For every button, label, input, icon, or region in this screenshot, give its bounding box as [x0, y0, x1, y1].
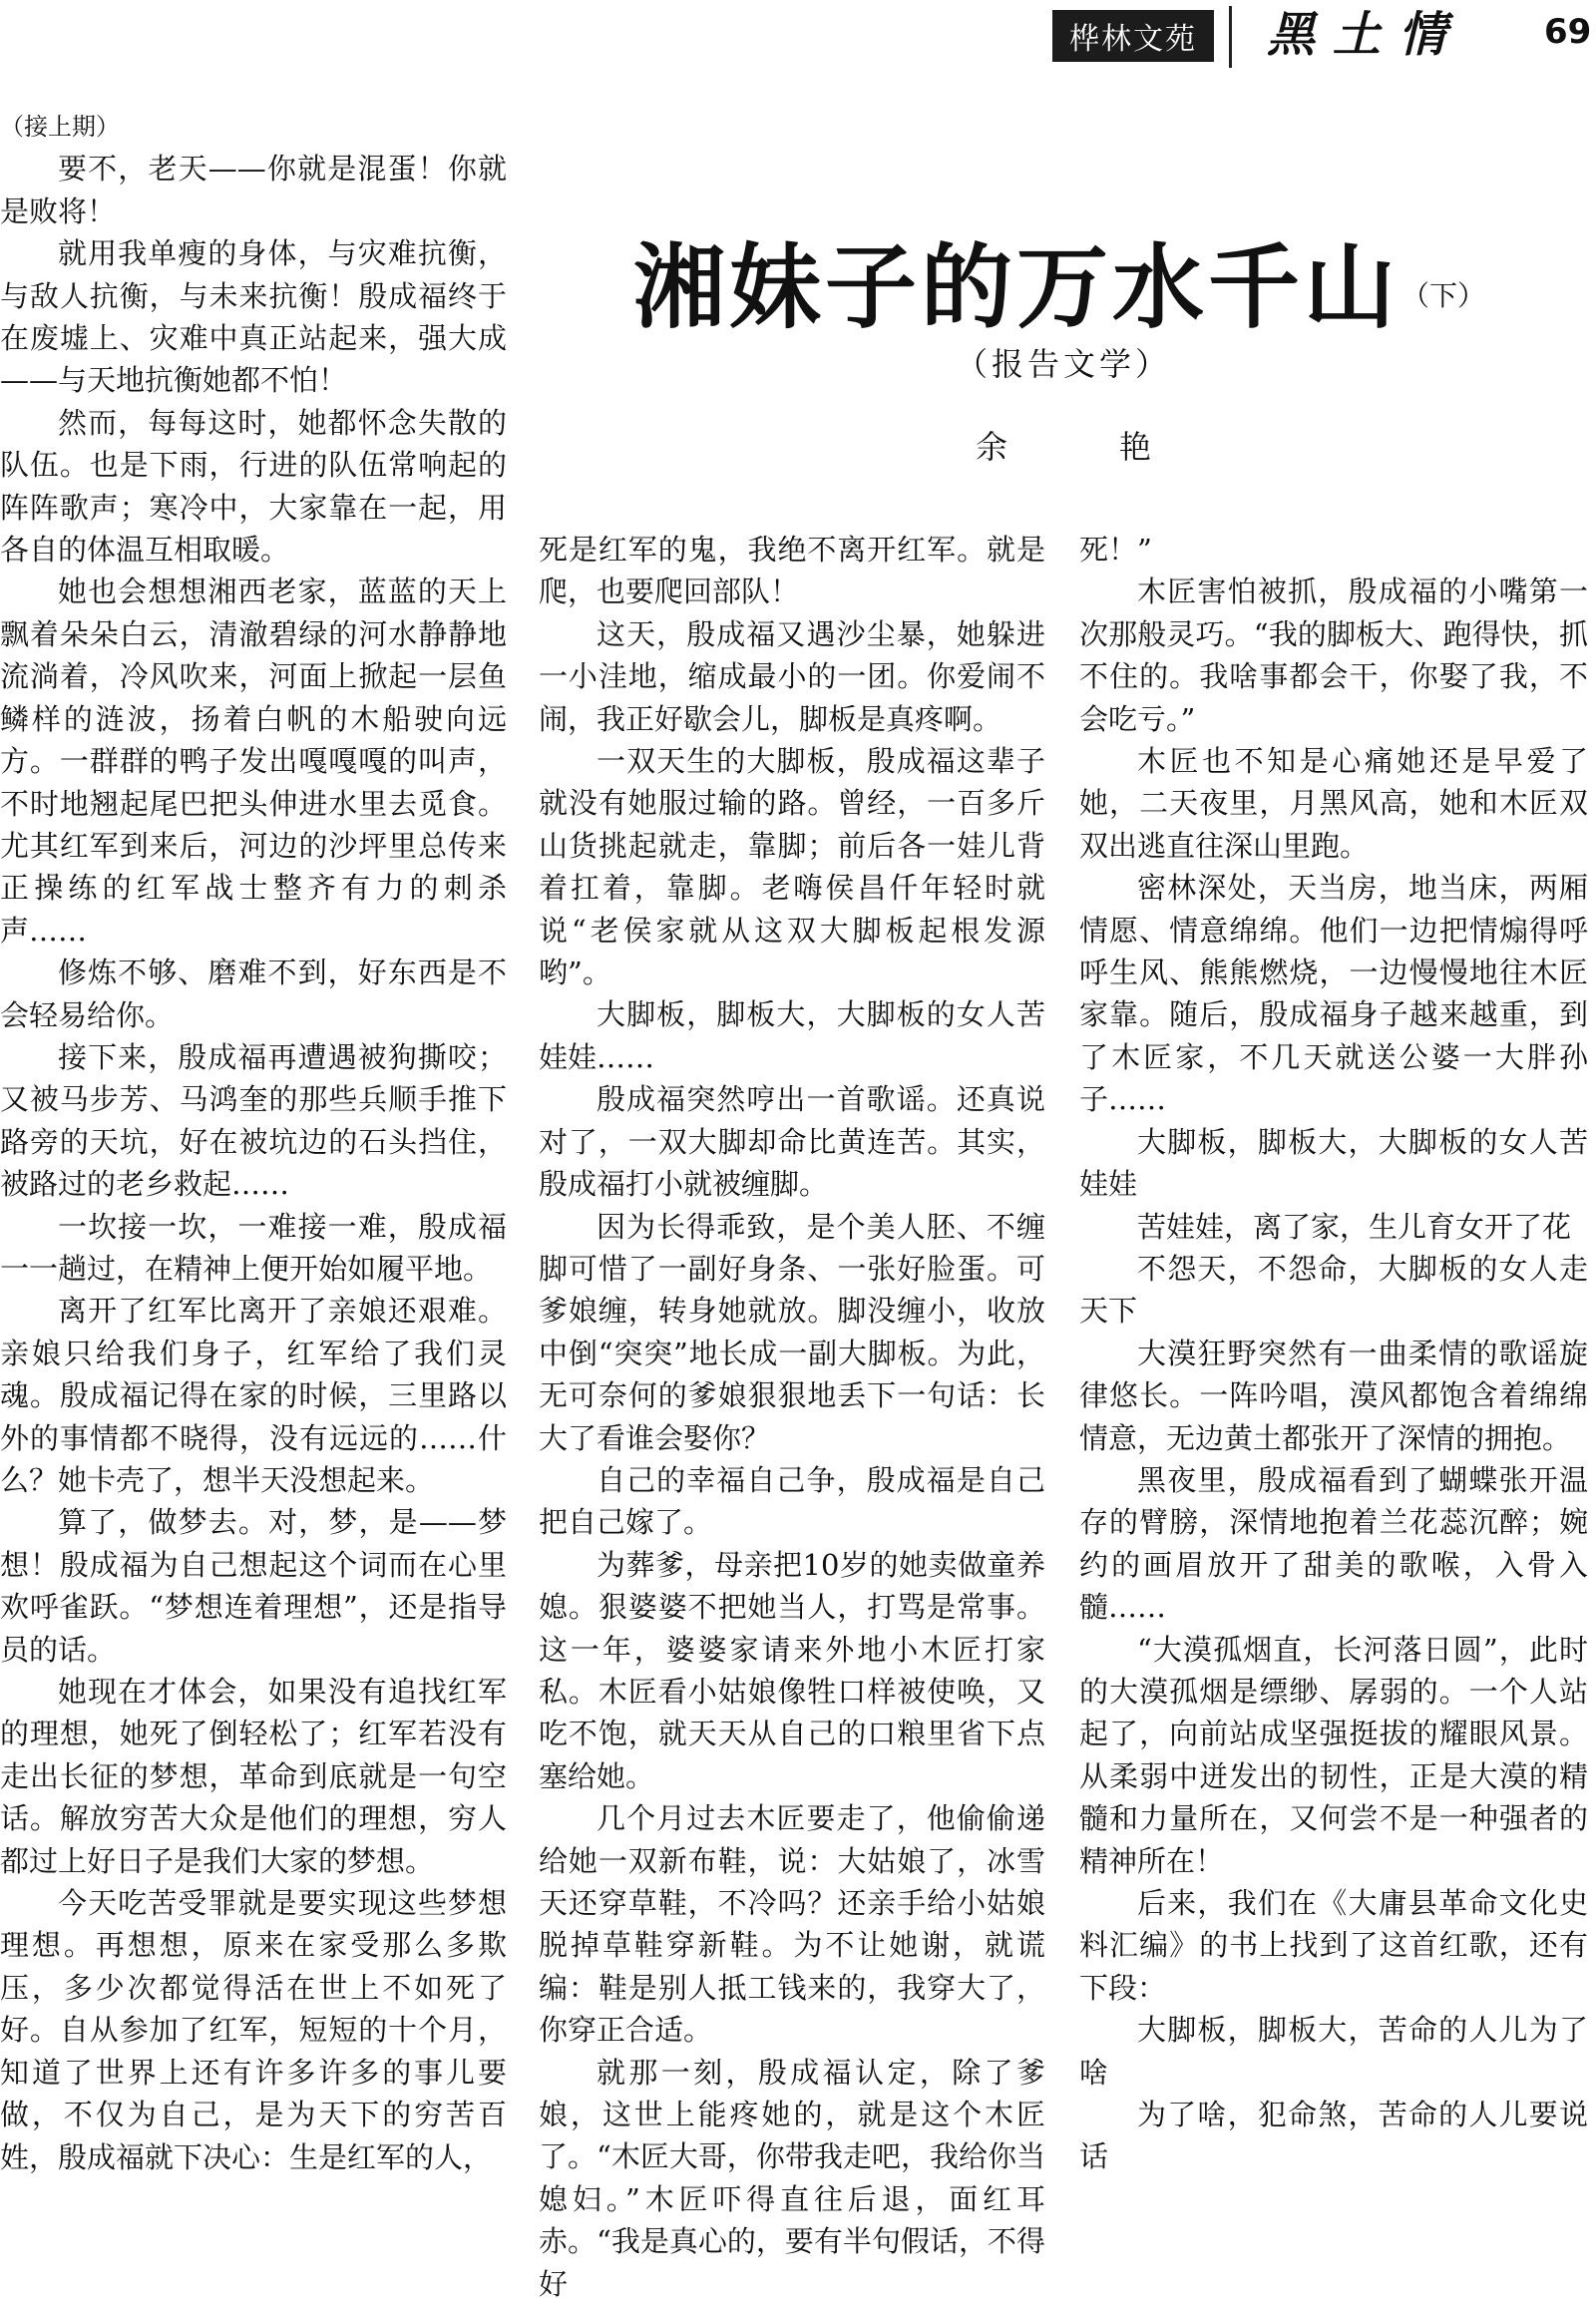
article-subtitle: （报告文学）	[955, 345, 1171, 383]
continued-note: （接上期）	[0, 113, 120, 141]
song-lyric: 大脚板，脚板大，大脚板的女人苦娃娃	[1079, 1124, 1588, 1202]
song-lyric: 为了啥，犯命煞，苦命的人儿要说话	[1079, 2098, 1588, 2174]
paragraph: 自己的幸福自己争，殷成福是自己把自己嫁了。	[539, 1462, 1045, 1540]
paragraph: 死！”	[1079, 533, 1152, 567]
song-lyric: 苦娃娃，离了家，生儿育女开了花	[1137, 1209, 1572, 1244]
paragraph: 后来，我们在《大庸县革命文化史料汇编》的书上找到了这首红歌，还有下段：	[1079, 1886, 1588, 2005]
song-lyric: 大脚板，脚板大，苦命的人儿为了啥	[1079, 2013, 1588, 2090]
text-column-3	[1079, 529, 1588, 2178]
article-title-part: （下）	[1401, 279, 1486, 312]
paragraph: 然而，每每这时，她都怀念失散的队伍。也是下雨，行进的队伍常响起的阵阵歌声；寒冷中，大家靠在一起，用各自的体温互相取暖。	[0, 405, 507, 568]
paragraph: 殷成福突然哼出一首歌谣。还真说对了，一双大脚却命比黄连苦。其实，殷成福打小就被缠脚。	[539, 1082, 1045, 1202]
paragraph: 为葬爹，母亲把10岁的她卖做童养媳。狠婆婆不把她当人，打骂是常事。这一年，婆婆家请来外地小木匠打家私。木匠看小姑娘像牲口样被使唤，又吃不饱，就天天从自己的口粮里省下点塞给她。	[539, 1547, 1045, 1793]
magazine-brand: 黑土情	[1267, 7, 1465, 63]
paragraph: 一双天生的大脚板，殷成福这辈子就没有她服过输的路。曾经，一百多斤山货挑起就走，靠脚；前后各一娃儿背着扛着，靠脚。老嗨侯昌仟年轻时就说“老侯家就从这双大脚板起根发源哟”。	[539, 744, 1045, 990]
paragraph: 因为长得乖致，是个美人胚、不缠脚可惜了一副好身条、一张好脸蛋。可爹娘缠，转身她就放。脚没缠小，收放中倒“突突”地长成一副大脚板。为此，无可奈何的爹娘狠狠地丢下一句话：长大了看谁会娶你？	[539, 1209, 1045, 1455]
paragraph: 要不，老天——你就是混蛋！你就是败将！	[0, 152, 507, 228]
page-number: 69	[1544, 12, 1592, 52]
paragraph: 这天，殷成福又遇沙尘暴，她躲进一小洼地，缩成最小的一团。你爱闹不闹，我正好歇会儿，脚板是真疼啊。	[539, 616, 1045, 736]
paragraph: 密林深处，天当房，地当床，两厢情愿、情意绵绵。他们一边把情煽得呼呼生风、熊熊燃烧，一边慢慢地往木匠家靠。随后，殷成福身子越来越重，到了木匠家，不几天就送公婆一大胖孙子……	[1079, 871, 1588, 1117]
song-lyric: 不怨天，不怨命，大脚板的女人走天下	[1079, 1251, 1588, 1329]
paragraph: 几个月过去木匠要走了，他偷偷递给她一双新布鞋，说：大姑娘了，冰雪天还穿草鞋，不冷吗？还亲手给小姑娘脱掉草鞋穿新鞋。为不让她谢，就谎编：鞋是别人抵工钱来的，我穿大了，你穿正合适。	[539, 1801, 1045, 2048]
paragraph: 死是红军的鬼，我绝不离开红军。就是爬，也要爬回部队！	[539, 533, 1045, 609]
text-column-1	[0, 106, 507, 2178]
paragraph: 大漠狂野突然有一曲柔情的歌谣旋律悠长。一阵吟唱，漠风都饱含着绵绵情意，无边黄土都张开了深情的拥抱。	[1079, 1336, 1588, 1455]
paragraph: 修炼不够、磨难不到，好东西是不会轻易给你。	[0, 956, 507, 1032]
paragraph: 她现在才体会，如果没有追找红军的理想，她死了倒轻松了；红军若没有走出长征的梦想，革命到底就是一句空话。解放穷苦大众是他们的理想，穷人都过上好日子是我们大家的梦想。	[0, 1675, 507, 1878]
paragraph: 黑夜里，殷成福看到了蝴蝶张开温存的臂膀，深情地抱着兰花蕊沉醉；婉约的画眉放开了甜美的歌喉，入骨入髓……	[1079, 1462, 1588, 1625]
paragraph: 就那一刻，殷成福认定，除了爹娘，这世上能疼她的，就是这个木匠了。“木匠大哥，你带我走吧，我给你当媳妇。”木匠吓得直往后退，面红耳赤。“我是真心的，要有半句假话，不得好	[539, 2055, 1045, 2301]
paragraph: 就用我单瘦的身体，与灾难抗衡，与敌人抗衡，与未来抗衡！殷成福终于在废墟上、灾难中真正站起来，强大成——与天地抗衡她都不怕！	[0, 236, 507, 398]
section-badge: 桦林文苑	[1052, 10, 1214, 62]
paragraph: 一坎接一坎，一难接一难，殷成福一一趟过，在精神上便开始如履平地。	[0, 1209, 507, 1286]
text-column-2	[539, 529, 1045, 2305]
paragraph: 离开了红军比离开了亲娘还艰难。亲娘只给我们身子，红军给了我们灵魂。殷成福记得在家的时候，三里路以外的事情都不晓得，没有远远的……什么？她卡壳了，想半天没想起来。	[0, 1294, 507, 1497]
paragraph: 接下来，殷成福再遭遇被狗撕咬；又被马步芳、马鸿奎的那些兵顺手推下路旁的天坑，好在被坑边的石头挡住，被路过的老乡救起……	[0, 1039, 507, 1202]
paragraph: 算了，做梦去。对，梦，是——梦想！殷成福为自己想起这个词而在心里欢呼雀跃。“梦想连着理想”，还是指导员的话。	[0, 1505, 507, 1667]
header-divider	[1229, 6, 1232, 68]
paragraph: 木匠害怕被抓，殷成福的小嘴第一次那般灵巧。“我的脚板大、跑得快，抓不住的。我啥事都会干，你娶了我，不会吃亏。”	[1079, 575, 1588, 736]
paragraph: 木匠也不知是心痛她还是早爱了她，二天夜里，月黑风高，她和木匠双双出逃直往深山里跑。	[1079, 744, 1588, 863]
paragraph: 大脚板，脚板大，大脚板的女人苦娃娃……	[539, 997, 1045, 1074]
paragraph: 她也会想想湘西老家，蓝蓝的天上飘着朵朵白云，清澈碧绿的河水静静地流淌着，冷风吹来，河面上掀起一层鱼鳞样的涟波，扬着白帆的木船驶向远方。一群群的鸭子发出嘎嘎嘎的叫声，不时地翘起尾巴把头伸进水里去觅食。尤其红军到来后，河边的沙坪里总传来正操练的红军战士整齐有力的刺杀声……	[0, 575, 507, 948]
page-header	[0, 0, 1596, 80]
article-title: 湘妹子的万水千山	[633, 233, 1400, 341]
paragraph: “大漠孤烟直，长河落日圆”，此时的大漠孤烟是缥缈、孱弱的。一个人站起了，向前站成坚强挺拔的耀眼风景。从柔弱中迸发出的韧性，正是大漠的精髓和力量所在，又何尝不是一种强者的精神所在！	[1079, 1632, 1588, 1878]
article-author: 余 艳	[975, 428, 1191, 466]
paragraph: 今天吃苦受罪就是要实现这些梦想理想。再想想，原来在家受那么多欺压，多少次都觉得活在世上不如死了好。自从参加了红军，短短的十个月，知道了世界上还有许多许多的事儿要做，不仅为自己，是为天下的穷苦百姓，殷成福就下决心：生是红军的人，	[0, 1886, 507, 2174]
